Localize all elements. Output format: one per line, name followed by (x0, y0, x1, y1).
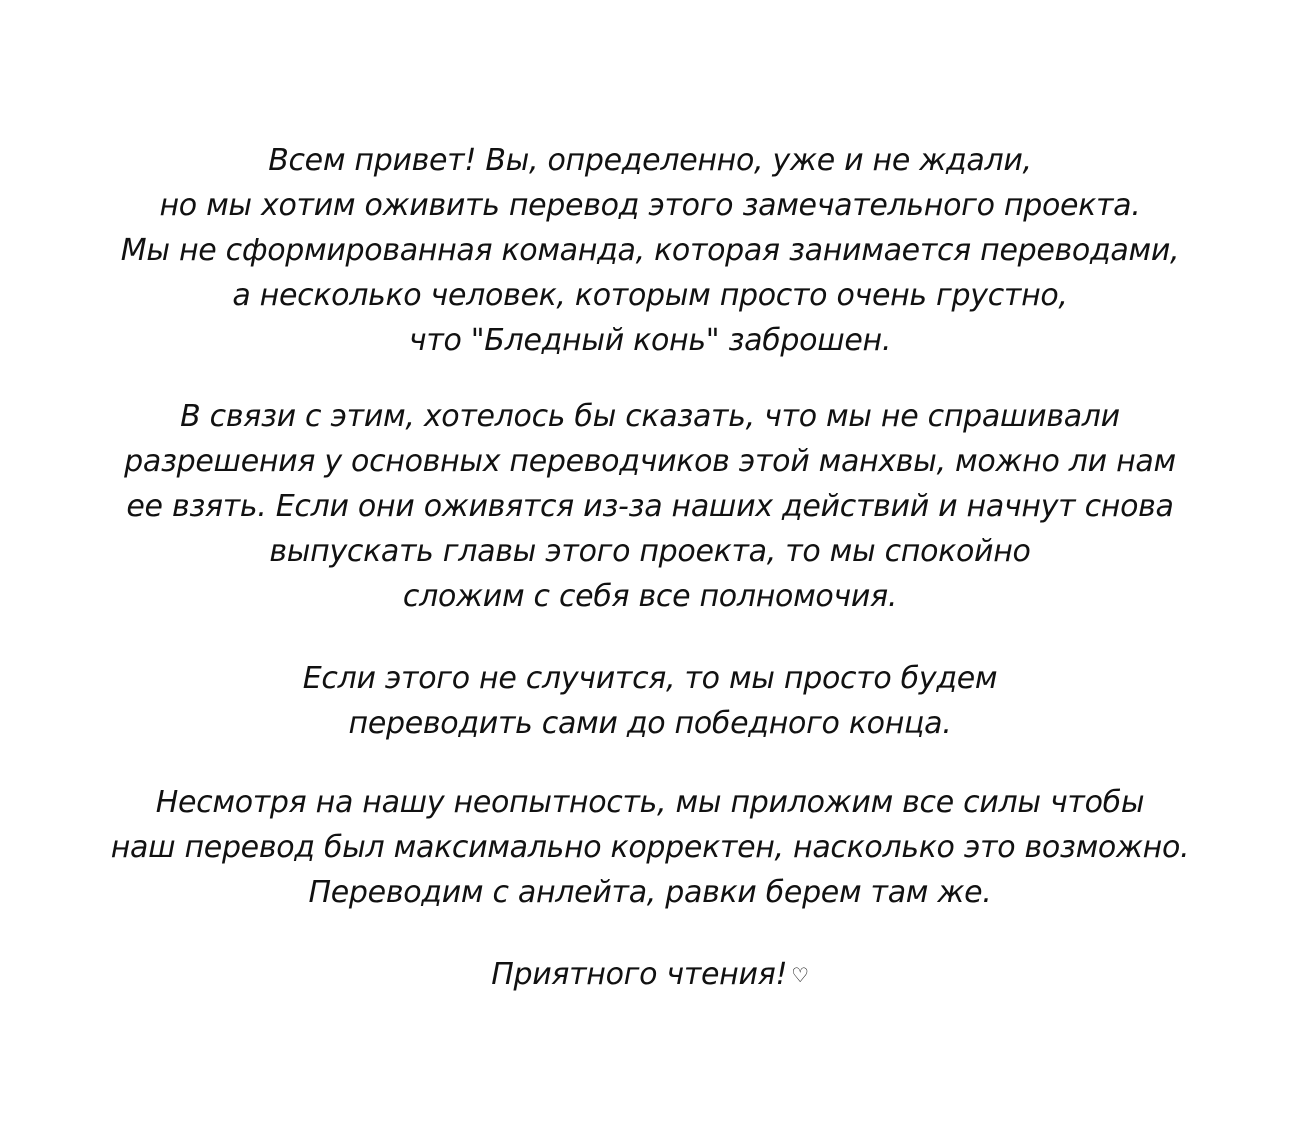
paragraph-quality (0, 780, 1300, 915)
text-line: выпускать главы этого проекта, то мы спокойно (269, 534, 1031, 569)
paragraph-plan (0, 656, 1300, 746)
text-line: но мы хотим оживить перевод этого замечательного проекта. (159, 188, 1141, 223)
paragraph-closing (0, 952, 1300, 997)
text-line: Если этого не случится, то мы просто будем (302, 661, 998, 696)
text-line: В связи с этим, хотелось бы сказать, что мы не спрашивали (180, 399, 1120, 434)
text-line: наш перевод был максимально корректен, насколько это возможно. (110, 830, 1190, 865)
text-line: сложим с себя все полномочия. (402, 579, 898, 614)
text-line: Несмотря на нашу неопытность, мы приложим все силы чтобы (155, 785, 1145, 820)
text-line: разрешения у основных переводчиков этой манхвы, можно ли нам (124, 444, 1176, 479)
paragraph-permission (0, 394, 1300, 619)
text-line: Переводим с анлейта, равки берем там же. (308, 875, 992, 910)
text-line: Мы не сформированная команда, которая занимается переводами, (120, 233, 1180, 268)
closing-text: Приятного чтения! (491, 957, 788, 992)
text-line: переводить сами до победного конца. (348, 706, 952, 741)
heart-outline-icon: ♡ (791, 963, 809, 987)
text-line: ее взять. Если они оживятся из-за наших действий и начнут снова (126, 489, 1174, 524)
paragraph-greeting (0, 138, 1300, 363)
text-line: а несколько человек, которым просто очень грустно, (232, 278, 1068, 313)
text-line: что "Бледный конь" заброшен. (408, 323, 892, 358)
closing-line (0, 952, 1300, 997)
text-line: Всем привет! Вы, определенно, уже и не ждали, (268, 143, 1032, 178)
